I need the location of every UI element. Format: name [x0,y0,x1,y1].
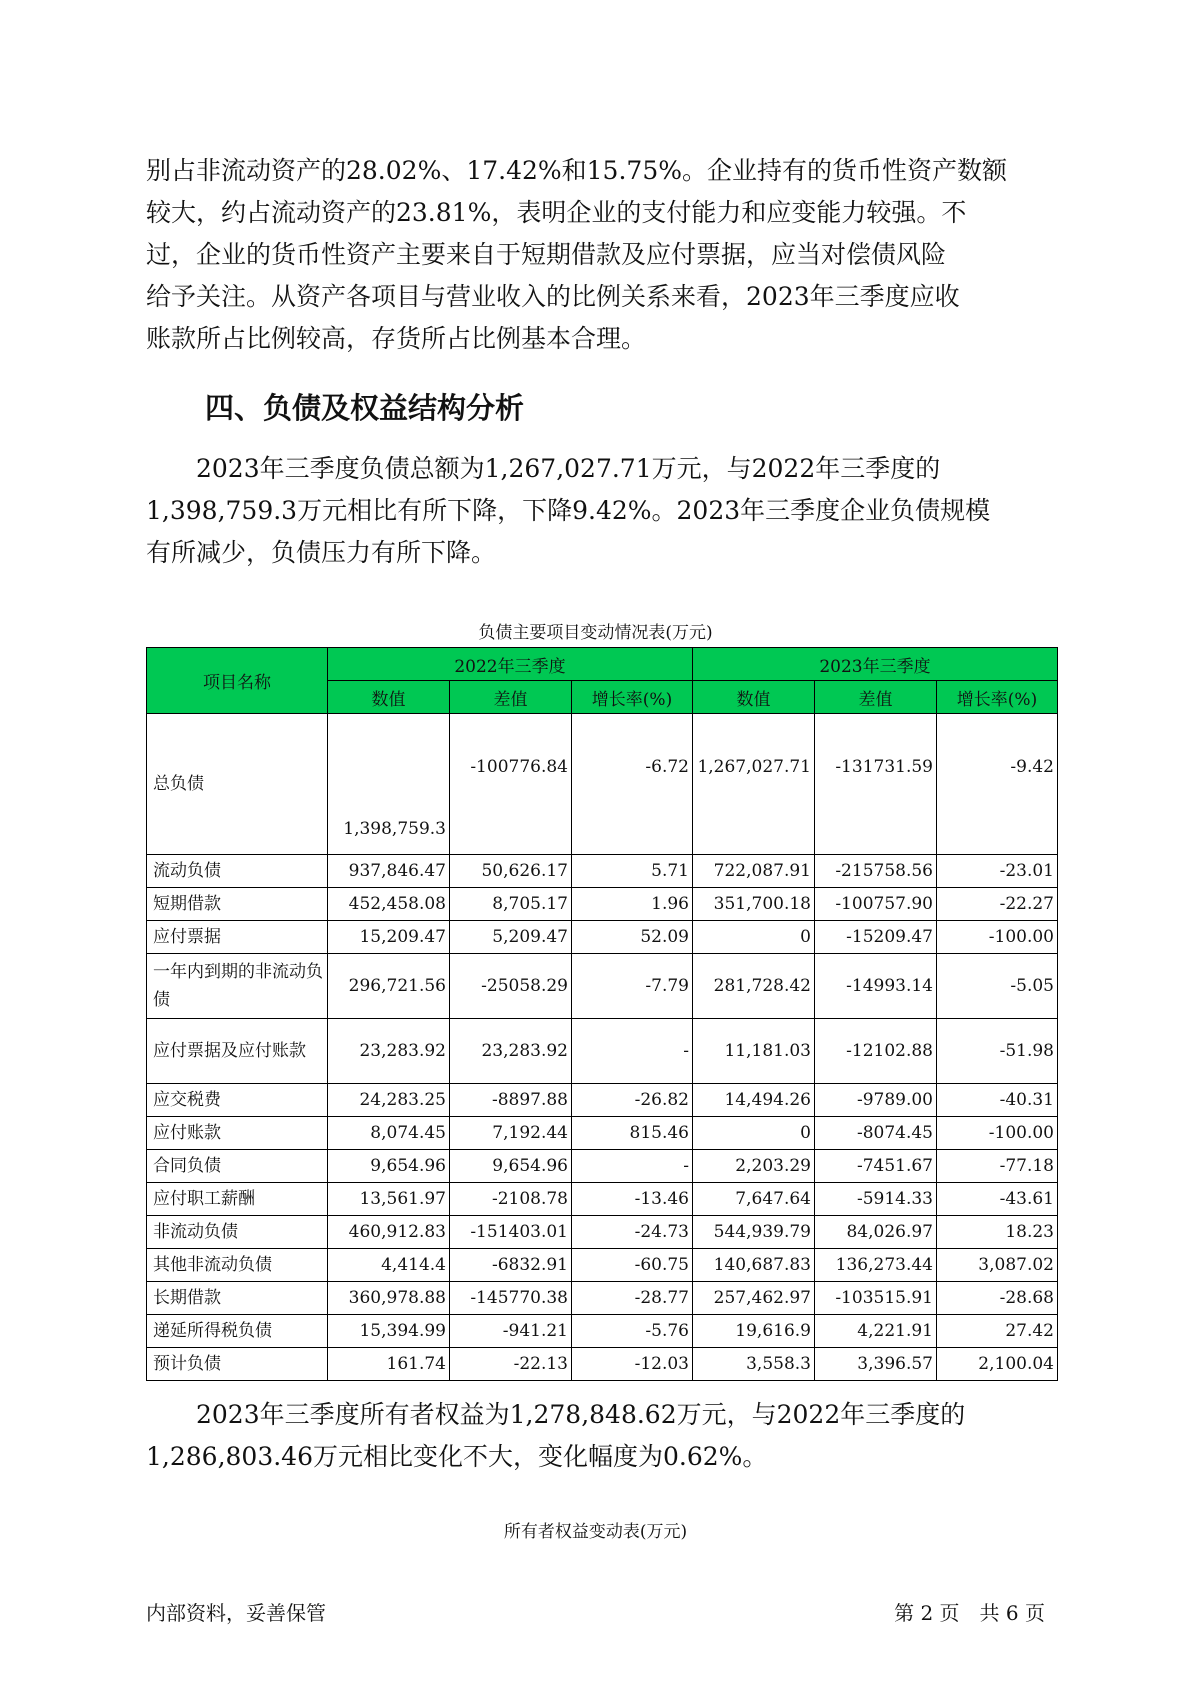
cell: -145770.38 [450,1282,572,1315]
cell: 0 [693,1117,815,1150]
table-row [147,1216,1058,1249]
paragraph-liability-summary [146,448,1046,574]
cell: 3,087.02 [937,1249,1058,1282]
table-row [147,1019,1058,1084]
header-period-2023: 2023年三季度 [693,648,1058,681]
cell: 14,494.26 [693,1084,815,1117]
header-growth-rate: 增长率(%) [937,681,1058,714]
cell: 360,978.88 [328,1282,450,1315]
cell: -5.76 [572,1315,693,1348]
cell: 136,273.44 [815,1249,937,1282]
table-row [147,1249,1058,1282]
cell: 3,396.57 [815,1348,937,1381]
table-row [147,1315,1058,1348]
row-name: 合同负债 [147,1150,328,1183]
row-name: 预计负债 [147,1348,328,1381]
cell: 50,626.17 [450,855,572,888]
text-line: 别占非流动资产的28.02%、17.42%和15.75%。企业持有的货币性资产数额 [146,156,1007,185]
cell: 15,209.47 [328,921,450,954]
cell: -100757.90 [815,888,937,921]
cell: 815.46 [572,1117,693,1150]
cell: -215758.56 [815,855,937,888]
cell: 13,561.97 [328,1183,450,1216]
cell: -8897.88 [450,1084,572,1117]
cell: -25058.29 [450,954,572,1019]
row-name: 应付票据及应付账款 [147,1019,328,1084]
cell: - [572,1150,693,1183]
cell: 5.71 [572,855,693,888]
table-row [147,1150,1058,1183]
cell: 1,267,027.71 [693,714,815,855]
cell: -77.18 [937,1150,1058,1183]
cell: 8,074.45 [328,1117,450,1150]
table-header-row [147,648,1058,681]
cell: 8,705.17 [450,888,572,921]
cell: -100.00 [937,921,1058,954]
cell: 460,912.83 [328,1216,450,1249]
cell: -5914.33 [815,1183,937,1216]
cell: 4,414.4 [328,1249,450,1282]
cell: -9.42 [937,714,1058,855]
header-item-name: 项目名称 [147,648,328,714]
cell: 722,087.91 [693,855,815,888]
cell: -28.77 [572,1282,693,1315]
cell: -22.13 [450,1348,572,1381]
cell: 19,616.9 [693,1315,815,1348]
cell: 281,728.42 [693,954,815,1019]
row-name: 应付票据 [147,921,328,954]
cell: 937,846.47 [328,855,450,888]
cell: 3,558.3 [693,1348,815,1381]
text-line: 过，企业的货币性资产主要来自于短期借款及应付票据，应当对偿债风险 [146,240,947,269]
row-name: 应付职工薪酬 [147,1183,328,1216]
cell: -131731.59 [815,714,937,855]
cell: 7,192.44 [450,1117,572,1150]
footer-confidential-note: 内部资料，妥善保管 [146,1601,326,1625]
text-line: 账款所占比例较高，存货所占比例基本合理。 [146,324,647,353]
header-diff: 差值 [450,681,572,714]
cell: 24,283.25 [328,1084,450,1117]
cell: -941.21 [450,1315,572,1348]
cell: 52.09 [572,921,693,954]
row-name: 一年内到期的非流动负债 [147,954,328,1019]
table-row [147,921,1058,954]
cell: -9789.00 [815,1084,937,1117]
table-row [147,1183,1058,1216]
cell: -6832.91 [450,1249,572,1282]
paragraph-asset-analysis [146,150,1046,360]
table-row [147,954,1058,1019]
cell: 23,283.92 [450,1019,572,1084]
cell: -7.79 [572,954,693,1019]
cell: -51.98 [937,1019,1058,1084]
cell: -100776.84 [450,714,572,855]
cell: 15,394.99 [328,1315,450,1348]
cell: 9,654.96 [450,1150,572,1183]
row-name: 流动负债 [147,855,328,888]
cell: -28.68 [937,1282,1058,1315]
text-line: 较大，约占流动资产的23.81%，表明企业的支付能力和应变能力较强。不 [146,198,967,227]
footer-page-number: 第 2 页 共 6 页 [894,1601,1045,1625]
row-name: 应付账款 [147,1117,328,1150]
cell: 4,221.91 [815,1315,937,1348]
text-line: 有所减少，负债压力有所下降。 [146,538,497,567]
cell: -14993.14 [815,954,937,1019]
header-diff: 差值 [815,681,937,714]
cell: 5,209.47 [450,921,572,954]
cell: 161.74 [328,1348,450,1381]
cell: 27.42 [937,1315,1058,1348]
cell: -24.73 [572,1216,693,1249]
table-row [147,714,1058,855]
row-name: 其他非流动负债 [147,1249,328,1282]
cell: 2,100.04 [937,1348,1058,1381]
text-line: 给予关注。从资产各项目与营业收入的比例关系来看，2023年三季度应收 [146,282,960,311]
row-name: 总负债 [147,714,328,855]
cell: 351,700.18 [693,888,815,921]
cell: 23,283.92 [328,1019,450,1084]
cell: 9,654.96 [328,1150,450,1183]
cell: 7,647.64 [693,1183,815,1216]
cell: -7451.67 [815,1150,937,1183]
cell: -22.27 [937,888,1058,921]
header-period-2022: 2022年三季度 [328,648,693,681]
cell: 2,203.29 [693,1150,815,1183]
cell: -43.61 [937,1183,1058,1216]
header-value: 数值 [328,681,450,714]
table-caption: 负债主要项目变动情况表(万元) [478,623,713,643]
cell: 544,939.79 [693,1216,815,1249]
cell: 18.23 [937,1216,1058,1249]
table-row [147,1084,1058,1117]
cell: -26.82 [572,1084,693,1117]
text-line: 2023年三季度所有者权益为1,278,848.62万元，与2022年三季度的 [146,1400,966,1429]
cell: -151403.01 [450,1216,572,1249]
row-name: 递延所得税负债 [147,1315,328,1348]
cell: -103515.91 [815,1282,937,1315]
row-name: 应交税费 [147,1084,328,1117]
row-name: 非流动负债 [147,1216,328,1249]
table-row [147,1117,1058,1150]
section-heading: 四、负债及权益结构分析 [205,391,525,425]
row-name: 长期借款 [147,1282,328,1315]
text-line: 2023年三季度负债总额为1,267,027.71万元，与2022年三季度的 [146,454,941,483]
cell: 1,398,759.3 [328,714,450,855]
cell: -12.03 [572,1348,693,1381]
cell: 296,721.56 [328,954,450,1019]
cell: -13.46 [572,1183,693,1216]
table2-caption: 所有者权益变动表(万元) [503,1522,688,1542]
liability-table [146,647,1058,1381]
cell: 1.96 [572,888,693,921]
table-row [147,1282,1058,1315]
cell: -100.00 [937,1117,1058,1150]
cell: -2108.78 [450,1183,572,1216]
text-line: 1,398,759.3万元相比有所下降，下降9.42%。2023年三季度企业负债规模 [146,496,991,525]
cell: 140,687.83 [693,1249,815,1282]
text-line: 1,286,803.46万元相比变化不大，变化幅度为0.62%。 [146,1442,768,1471]
cell: -6.72 [572,714,693,855]
table-row [147,1348,1058,1381]
cell: 84,026.97 [815,1216,937,1249]
cell: -5.05 [937,954,1058,1019]
cell: -15209.47 [815,921,937,954]
cell: 11,181.03 [693,1019,815,1084]
header-growth-rate: 增长率(%) [572,681,693,714]
row-name: 短期借款 [147,888,328,921]
cell: - [572,1019,693,1084]
header-value: 数值 [693,681,815,714]
cell: 257,462.97 [693,1282,815,1315]
cell: -8074.45 [815,1117,937,1150]
cell: -23.01 [937,855,1058,888]
cell: 452,458.08 [328,888,450,921]
table-row [147,888,1058,921]
cell: -12102.88 [815,1019,937,1084]
cell: 0 [693,921,815,954]
cell: -40.31 [937,1084,1058,1117]
paragraph-equity-summary [146,1394,1046,1478]
table-row [147,855,1058,888]
cell: -60.75 [572,1249,693,1282]
